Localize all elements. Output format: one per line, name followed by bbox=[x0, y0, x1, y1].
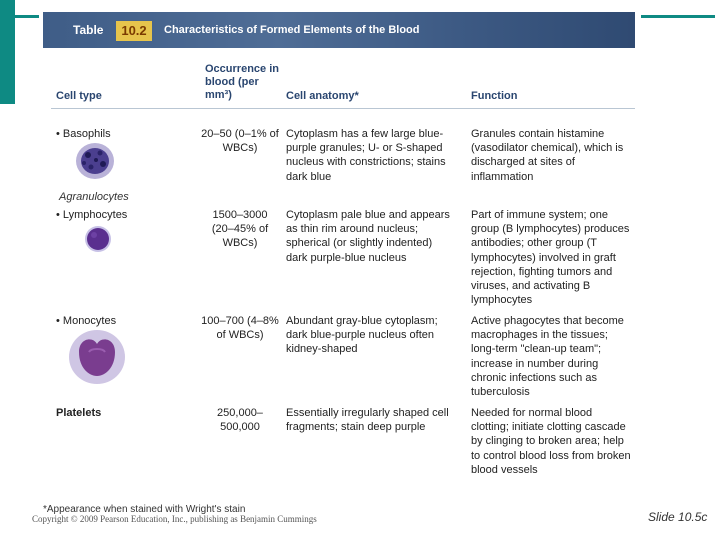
row-basophils-type: • Basophils bbox=[56, 128, 111, 140]
row-monocytes-function: Active phagocytes that become macrophages in the tissues; long-term "clean-up team"; increase in number during chronic infections such as tuberculosis bbox=[471, 315, 624, 399]
row-monocytes-type: • Monocytes bbox=[56, 315, 117, 327]
table-figure bbox=[43, 12, 635, 515]
monocyte-cell-image bbox=[67, 328, 127, 386]
row-basophils-anatomy: Cytoplasm has a few large blue-purple granules; U- or S-shaped nucleus with constrictions; stains dark blue bbox=[286, 128, 446, 183]
table-label-number: 10.2 bbox=[116, 21, 152, 41]
basophil-cell-image bbox=[73, 140, 117, 182]
table-banner bbox=[43, 12, 635, 48]
header-anatomy: Cell anatomy* bbox=[286, 90, 359, 102]
accent-line-left bbox=[15, 15, 39, 18]
row-monocytes-anatomy: Abundant gray-blue cytoplasm; dark blue-purple nucleus often kidney-shaped bbox=[286, 315, 438, 356]
section-agranulocytes: Agranulocytes bbox=[59, 191, 129, 203]
row-lymphocytes-type: • Lymphocytes bbox=[56, 209, 128, 221]
header-cell-type: Cell type bbox=[56, 90, 102, 102]
footnote: *Appearance when stained with Wright's stain bbox=[43, 504, 246, 515]
copyright-notice: Copyright © 2009 Pearson Education, Inc., publishing as Benjamin Cummings bbox=[32, 514, 317, 524]
table-label-word: Table bbox=[73, 23, 104, 37]
row-monocytes-occurrence: 100–700 (4–8% of WBCs) bbox=[201, 315, 279, 342]
slide-number: Slide 10.5c bbox=[648, 510, 708, 524]
row-platelets-type: Platelets bbox=[56, 407, 102, 419]
header-occurrence: Occurrence in blood (per mm³) bbox=[205, 63, 279, 101]
accent-bar-left bbox=[0, 0, 15, 104]
header-divider bbox=[51, 108, 635, 109]
row-lymphocytes-occurrence: 1500–3000 (20–45% of WBCs) bbox=[211, 209, 269, 250]
accent-line-right bbox=[641, 15, 715, 18]
header-function: Function bbox=[471, 90, 518, 102]
row-platelets-function: Needed for normal blood clotting; initiate clotting cascade by clinging to broken area; help to control blood loss from broken blood vessels bbox=[471, 407, 631, 476]
row-basophils-occurrence: 20–50 (0–1% of WBCs) bbox=[201, 128, 279, 155]
row-platelets-anatomy: Essentially irregularly shaped cell fragments; stain deep purple bbox=[286, 407, 449, 434]
row-lymphocytes-anatomy: Cytoplasm pale blue and appears as thin rim around nucleus; spherical (or slightly indented) dark purple-blue nucleus bbox=[286, 209, 450, 264]
lymphocyte-cell-image bbox=[83, 224, 113, 254]
row-basophils-function: Granules contain histamine (vasodilator chemical), which is discharged at sites of inflammation bbox=[471, 128, 624, 183]
table-title: Characteristics of Formed Elements of the Blood bbox=[164, 24, 420, 36]
row-lymphocytes-function: Part of immune system; one group (B lymphocytes) produces antibodies; other group (T lymphocytes) involved in graft rejection, fighting tumors and viruses, and activating B lymphocytes bbox=[471, 209, 630, 307]
row-platelets-occurrence: 250,000–500,000 bbox=[217, 407, 263, 434]
